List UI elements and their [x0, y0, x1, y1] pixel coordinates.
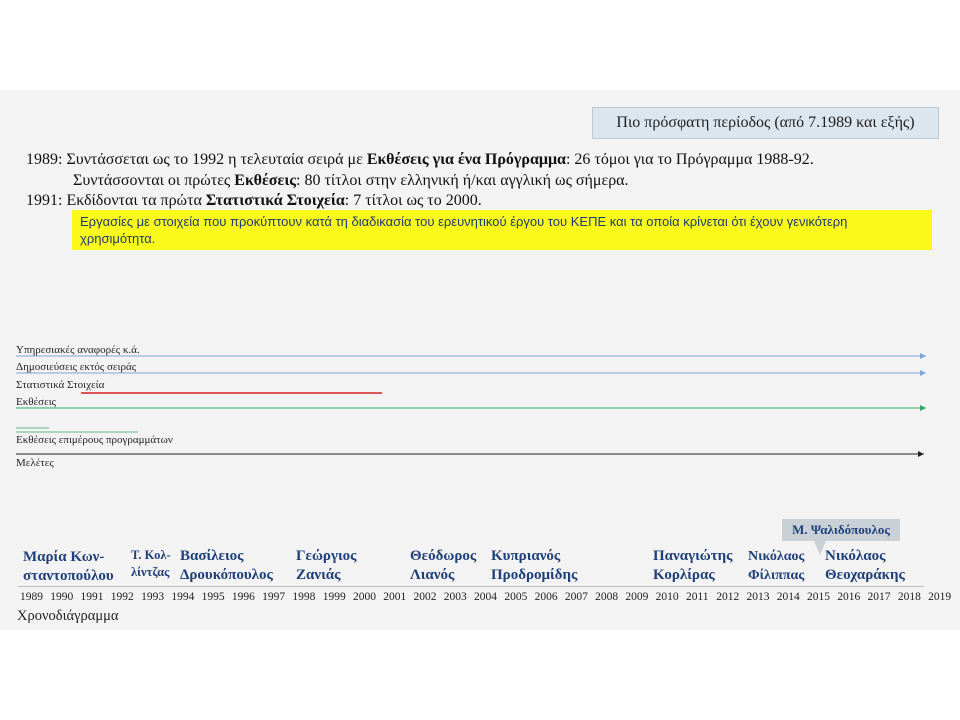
person-kollintzas: Τ. Κολ- λίντζας — [131, 548, 171, 579]
entry-text: : 80 τίτλοι στην ελληνική ή/και αγγλική ως σήμερα. — [296, 172, 629, 189]
person-prodromidis: Κυπριανός Προδρομίδης — [491, 548, 578, 583]
year-label-2019: 2019 — [928, 591, 952, 603]
year-label-1999: 1999 — [322, 591, 346, 603]
year-label-1997: 1997 — [262, 591, 286, 603]
year-label-2011: 2011 — [685, 591, 709, 603]
year-label-2008: 2008 — [595, 591, 619, 603]
year-label-2009: 2009 — [625, 591, 649, 603]
series-label-program-reports: Εκθέσεις επιμέρους προγραμμάτων — [16, 434, 173, 446]
year-label-1990: 1990 — [50, 591, 74, 603]
person-korliras: Παναγιώτης Κορλίρας — [653, 548, 733, 583]
entry-text: : 26 τόμοι για το Πρόγραμμα 1988-92. — [565, 151, 814, 168]
timeline-axis — [18, 586, 924, 587]
person-konstantopoulou: Μαρία Κων- σταντοπούλου — [23, 549, 114, 584]
year-label-1992: 1992 — [110, 591, 134, 603]
entry-bold: Εκθέσεις για ένα Πρόγραμμα — [366, 151, 566, 168]
year-label-2002: 2002 — [413, 591, 437, 603]
person-lianos: Θεόδωρος Λιανός — [410, 548, 477, 583]
year-label-2013: 2013 — [746, 591, 770, 603]
entry-text: Συντάσσεται ως το 1992 η τελευταία σειρά με — [62, 151, 367, 168]
person-droukopoulos: Βασίλειος Δρουκόπουλος — [180, 548, 273, 583]
year-label-2004: 2004 — [474, 591, 498, 603]
timeline-title: Χρονοδιάγραμμα — [17, 608, 119, 624]
year-label-1996: 1996 — [231, 591, 255, 603]
entry-year: 1989: — [26, 151, 63, 168]
year-label-2014: 2014 — [776, 591, 800, 603]
year-label-1989: 1989 — [20, 591, 43, 603]
person-zanias: Γεώργιος Ζανιάς — [296, 548, 357, 583]
year-label-1995: 1995 — [201, 591, 225, 603]
period-badge: Πιο πρόσφατη περίοδος (από 7.1989 και εξής) — [592, 107, 939, 139]
year-label-2006: 2006 — [534, 591, 558, 603]
year-label-1998: 1998 — [292, 591, 316, 603]
year-label-2015: 2015 — [807, 591, 831, 603]
series-label-studies: Μελέτες — [16, 457, 54, 469]
entry-text: Συντάσσονται οι πρώτες — [73, 172, 235, 189]
series-label-nonseries: Δημοσιεύσεις εκτός σειράς — [16, 361, 137, 373]
year-label-1993: 1993 — [141, 591, 165, 603]
entry-year: 1991: — [26, 192, 63, 209]
entry-text: Εκδίδονται τα πρώτα — [62, 192, 206, 209]
entry-text: : 7 τίτλοι ως το 2000. — [344, 192, 482, 209]
person-filippas: Νικόλαος Φίλιππας — [748, 549, 805, 583]
year-label-2007: 2007 — [564, 591, 588, 603]
series-label-services: Υπηρεσιακές αναφορές κ.ά. — [16, 344, 140, 356]
series-label-statistics: Στατιστικά Στοιχεία — [16, 379, 105, 391]
year-label-2017: 2017 — [867, 591, 891, 603]
year-label-2012: 2012 — [716, 591, 740, 603]
year-label-2005: 2005 — [504, 591, 528, 603]
callout-psalidopoulos: Μ. Ψαλιδόπουλος — [782, 519, 900, 541]
year-label-2001: 2001 — [383, 591, 407, 603]
year-label-2010: 2010 — [655, 591, 679, 603]
year-label-2018: 2018 — [897, 591, 921, 603]
year-label-2003: 2003 — [443, 591, 467, 603]
series-label-reports: Εκθέσεις — [16, 396, 57, 408]
person-theocharakis: Νικόλαος Θεοχαράκης — [825, 548, 905, 583]
year-label-2000: 2000 — [352, 591, 376, 603]
entry-bold: Εκθέσεις — [234, 172, 297, 189]
callout-pointer — [814, 541, 826, 555]
highlight-box: Εργασίες με στοιχεία που προκύπτουν κατά τη διαδικασία του ερευνητικού έργου του ΚΕΠΕ και τα οποία κρίνεται ότι έχουν γενικότερη χρησιμότητα. — [72, 210, 932, 250]
year-label-1991: 1991 — [80, 591, 104, 603]
year-label-1994: 1994 — [171, 591, 195, 603]
entry-bold: Στατιστικά Στοιχεία — [205, 192, 345, 209]
year-label-2016: 2016 — [837, 591, 861, 603]
